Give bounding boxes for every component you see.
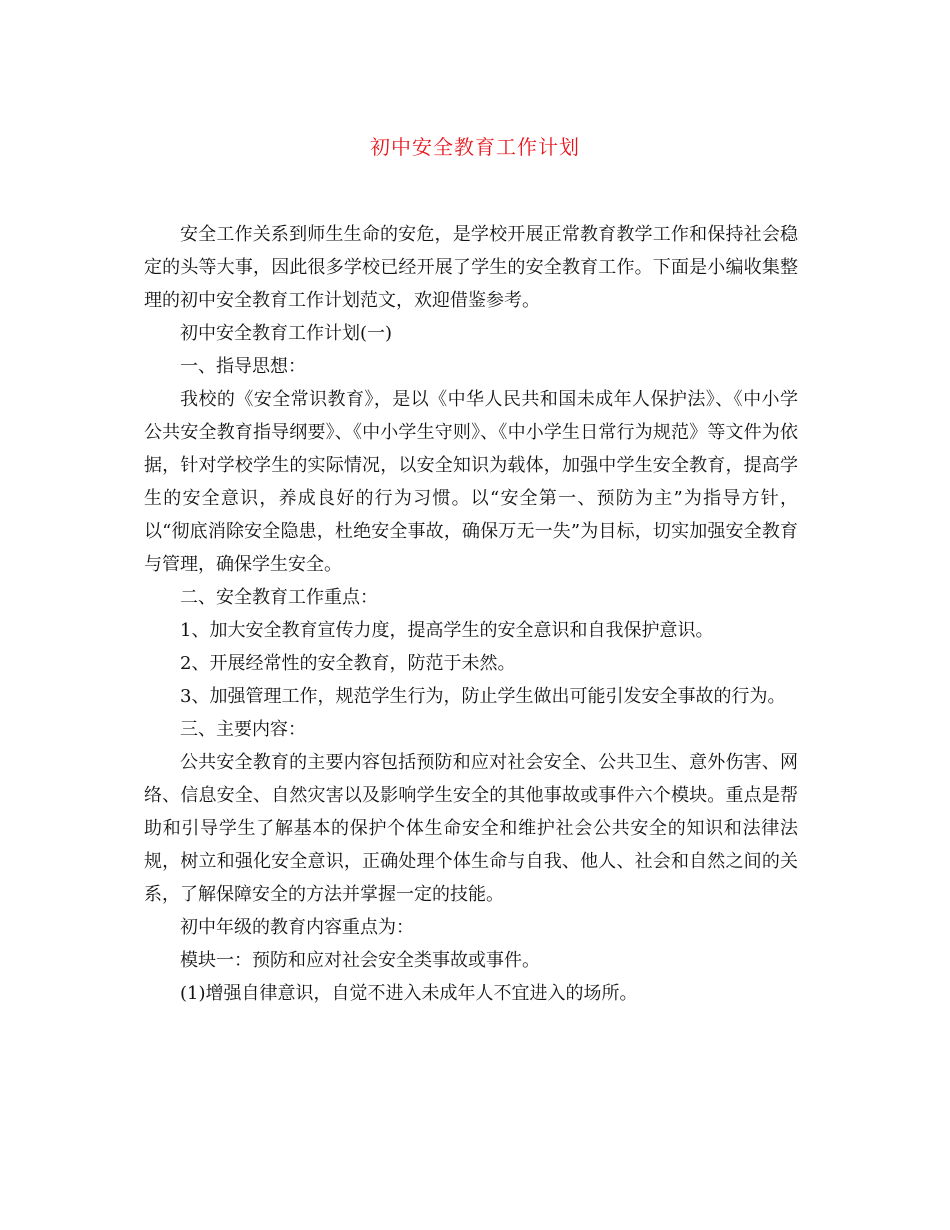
section-heading-guiding-ideology: 一、指导思想： xyxy=(180,356,306,377)
section-heading-main-content: 三、主要内容： xyxy=(180,719,306,740)
paragraph-intro: 安全工作关系到师生生命的安危，是学校开展正常教育教学工作和保持社会稳定的头等大事，因此很多学校已经开展了学生的安全教育工作。下面是小编收集整理的初中安全教育工作计划范文，欢迎借鉴参考。 xyxy=(144,224,798,311)
list-item-key-point-3: 3、加强管理工作，规范学生行为，防止学生做出可能引发安全事故的行为。 xyxy=(180,686,786,707)
document-title: 初中安全教育工作计划 xyxy=(370,135,580,159)
paragraph-guiding-ideology: 我校的《安全常识教育》，是以《中华人民共和国未成年人保护法》、《中小学公共安全教育指导纲要》、《中小学生守则》、《中小学生日常行为规范》等文件为依据，针对学校学生的实际情况，以安全知识为载体，加强中学生安全教育，提高学生的安全意识，养成良好的行为习惯。以“安全第一、预防为主”为指导方针，以“彻底消除安全隐患，杜绝安全事故，确保万无一失”为目标，切实加强安全教育与管理，确保学生安全。 xyxy=(144,389,798,575)
document-body xyxy=(144,218,798,1010)
paragraph-junior-focus: 初中年级的教育内容重点为： xyxy=(180,917,414,938)
list-item-key-point-1: 1、加大安全教育宣传力度，提高学生的安全意识和自我保护意识。 xyxy=(180,620,714,641)
list-item-key-point-2: 2、开展经常性的安全教育，防范于未然。 xyxy=(180,653,516,674)
section-heading-key-points: 二、安全教育工作重点： xyxy=(180,587,378,608)
paragraph-module-one: 模块一：预防和应对社会安全类事故或事件。 xyxy=(180,950,540,971)
list-item-module-one-1: (1)增强自律意识，自觉不进入未成年人不宜进入的场所。 xyxy=(180,983,638,1004)
paragraph-main-content: 公共安全教育的主要内容包括预防和应对社会安全、公共卫生、意外伤害、网络、信息安全、自然灾害以及影响学生安全的其他事故或事件六个模块。重点是帮助和引导学生了解基本的保护个体生命安全和维护社会公共安全的知识和法律法规，树立和强化安全意识，正确处理个体生命与自我、他人、社会和自然之间的关系，了解保障安全的方法并掌握一定的技能。 xyxy=(144,752,798,905)
paragraph-plan-heading: 初中安全教育工作计划(一) xyxy=(180,323,393,344)
